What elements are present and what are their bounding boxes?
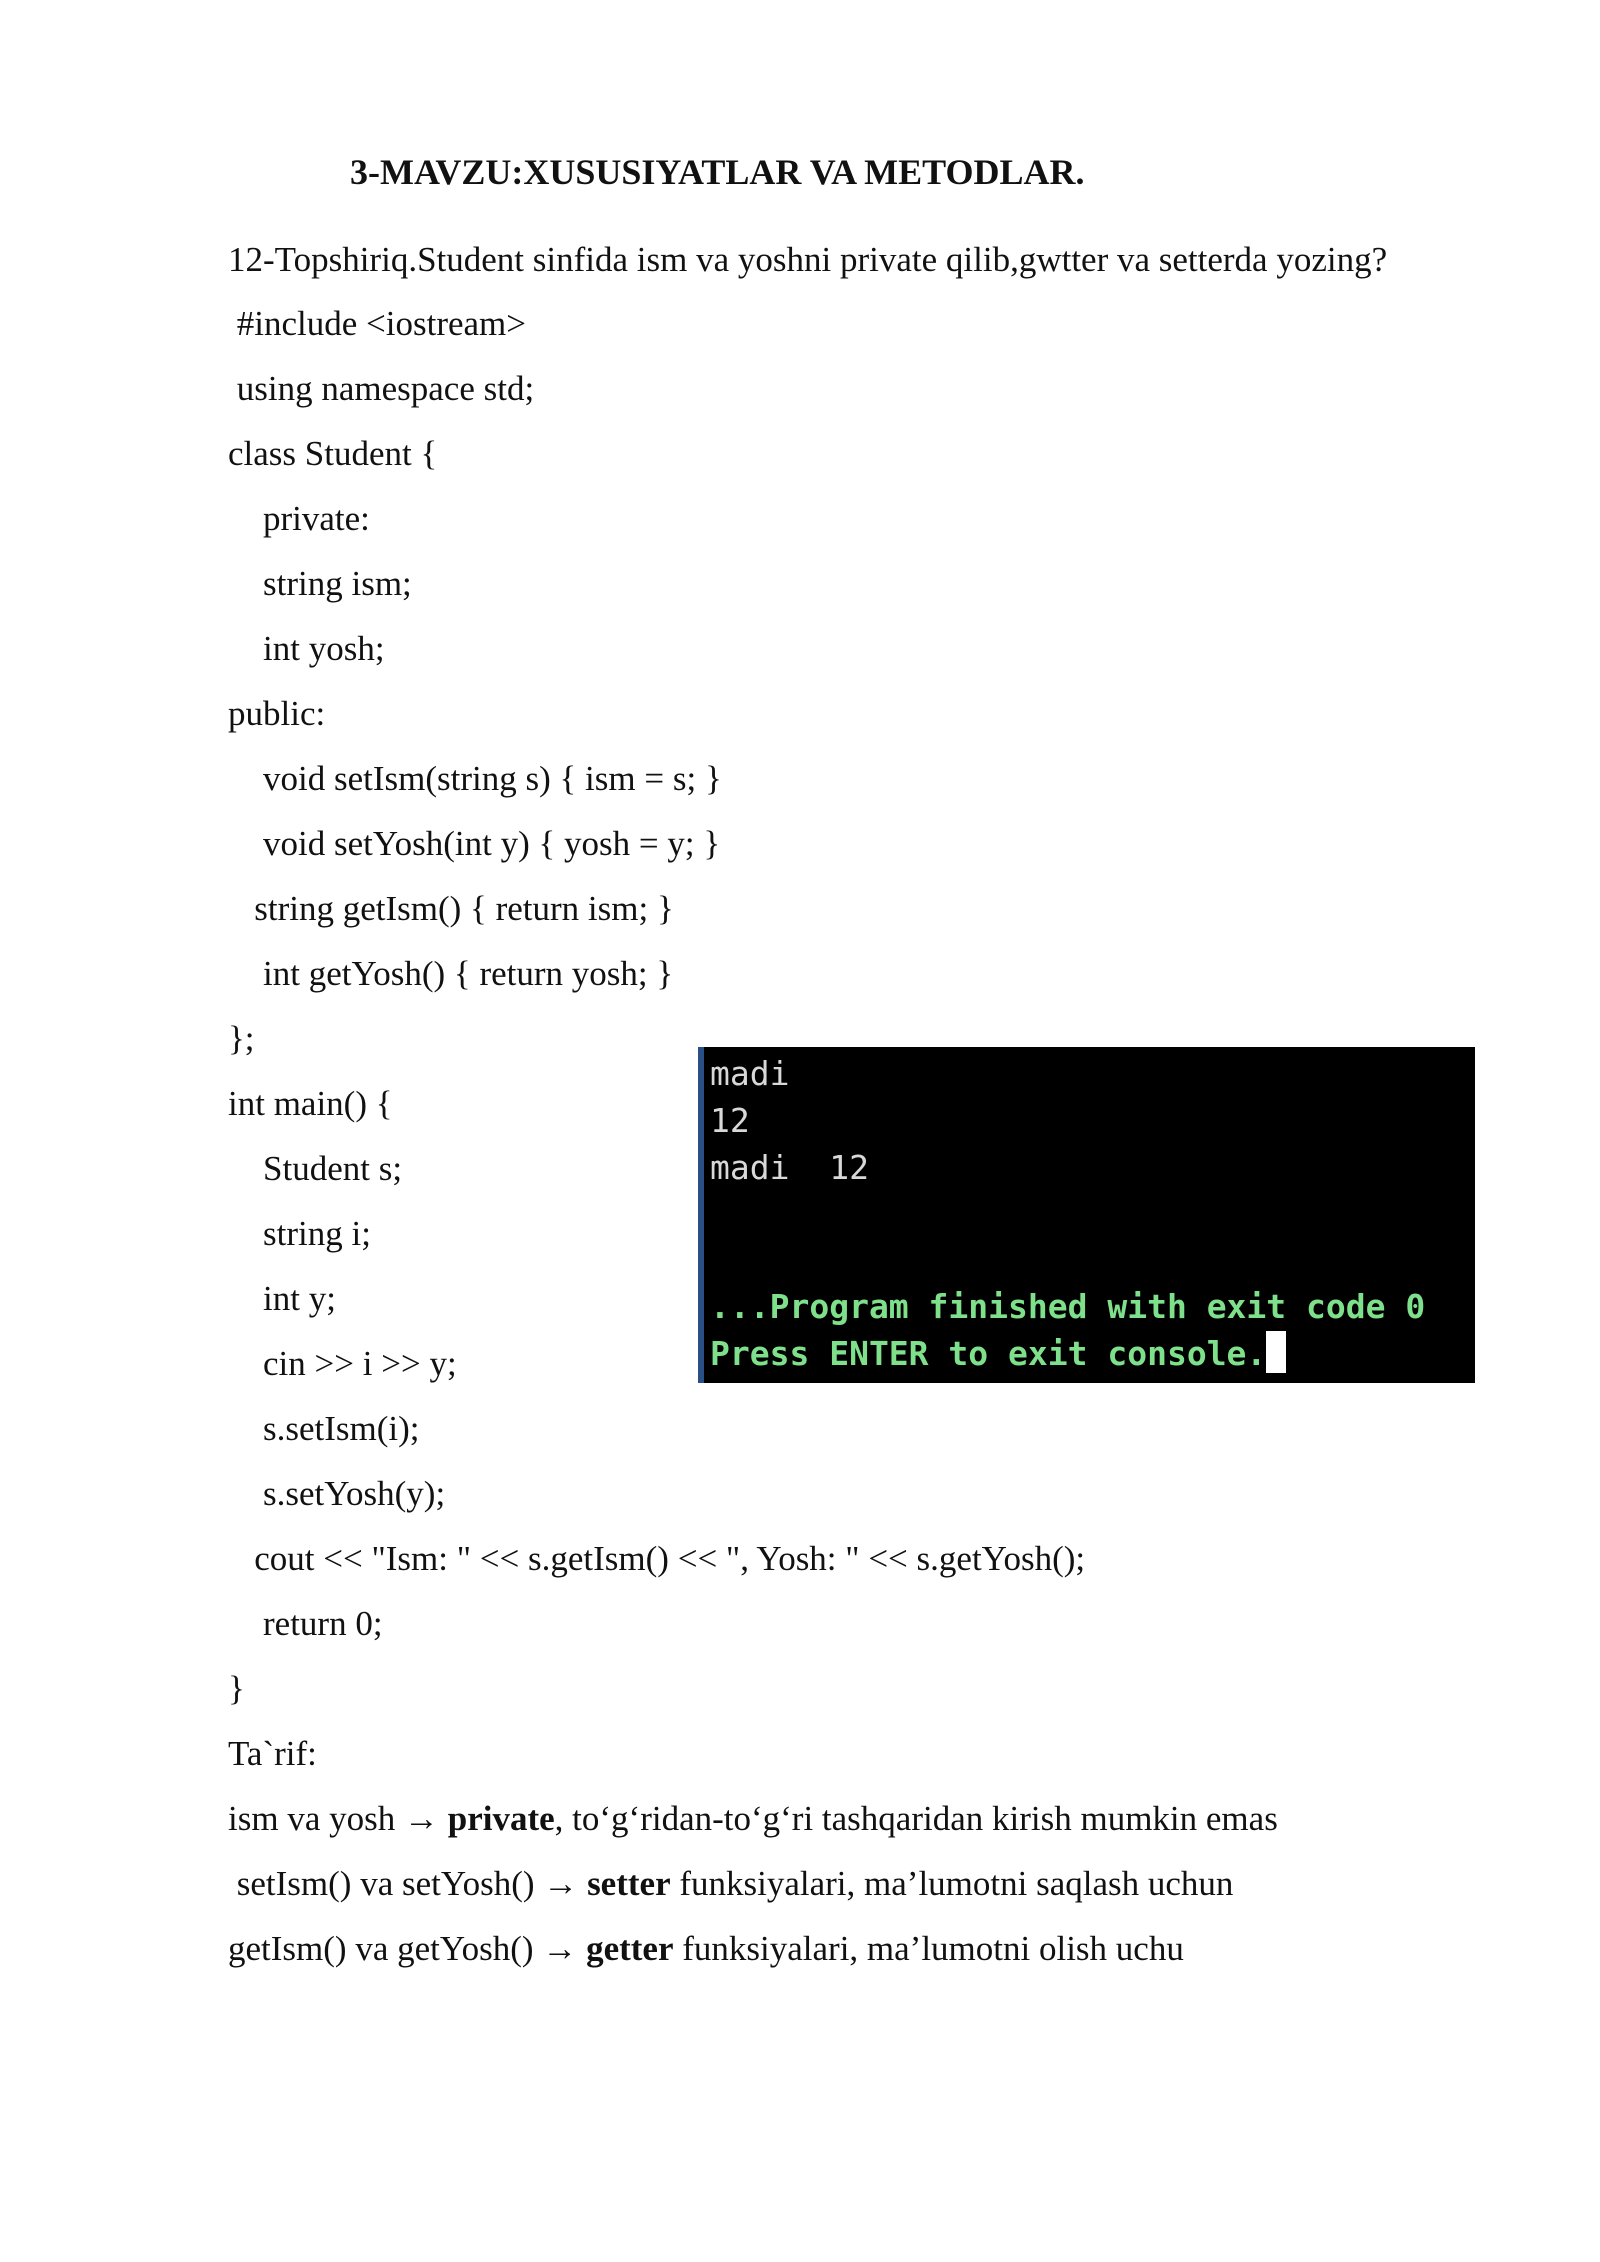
code-line: string ism; [228, 564, 412, 603]
code-line: void setIsm(string s) { ism = s; } [228, 759, 722, 798]
page-title: 3-MAVZU:XUSUSIYATLAR VA METODLAR. [350, 152, 1085, 192]
console-line: madi [710, 1054, 790, 1093]
definition-item-subject: ism va yosh → [228, 1799, 448, 1838]
code-line: } [228, 1669, 245, 1708]
code-line: using namespace std; [228, 369, 535, 408]
definition-item [228, 1797, 1278, 1841]
console-line: 12 [710, 1101, 750, 1140]
code-line: return 0; [228, 1604, 383, 1643]
code-line: string i; [228, 1214, 371, 1253]
code-line: #include <iostream> [228, 304, 527, 343]
console-line: madi 12 [710, 1148, 869, 1187]
code-line: int getYosh() { return yosh; } [228, 954, 674, 993]
code-line: Student s; [228, 1149, 403, 1188]
definition-item-description: funksiyalari, ma’lumotni olish uchu [673, 1929, 1184, 1968]
task-text: 12-Topshiriq.Student sinfida ism va yoshni private qilib,gwtter va setterda yozing? [228, 240, 1388, 279]
code-line: }; [228, 1019, 255, 1058]
code-line: int main() { [228, 1084, 393, 1123]
definition-item [228, 1927, 1184, 1971]
code-line: int y; [228, 1279, 336, 1318]
definition-item-subject: getIsm() va getYosh() → [228, 1929, 587, 1968]
code-line: cout << "Ism: " << s.getIsm() << ", Yosh: " << s.getYosh(); [228, 1539, 1086, 1578]
code-line: public: [228, 694, 326, 733]
definition-item-keyword: setter [587, 1864, 671, 1903]
console-press-enter-text: Press ENTER to exit console. [710, 1334, 1267, 1373]
code-line: private: [228, 499, 370, 538]
definition-item-keyword: private [447, 1799, 555, 1838]
console-press-enter [710, 1331, 1286, 1377]
code-line: string getIsm() { return ism; } [228, 889, 674, 928]
definition-item-description: , to‘g‘ridan-to‘g‘ri tashqaridan kirish mumkin emas [554, 1799, 1278, 1838]
code-line: class Student { [228, 434, 438, 473]
code-line: s.setIsm(i); [228, 1409, 420, 1448]
definition-item-keyword: getter [586, 1929, 674, 1968]
code-line: s.setYosh(y); [228, 1474, 446, 1513]
code-line: void setYosh(int y) { yosh = y; } [228, 824, 721, 863]
console-output-screenshot [698, 1047, 1475, 1383]
definition-item [228, 1862, 1233, 1906]
definition-heading: Ta`rif: [228, 1734, 317, 1773]
definition-item-description: funksiyalari, ma’lumotni saqlash uchun [670, 1864, 1234, 1903]
definition-item-subject: setIsm() va setYosh() → [228, 1864, 588, 1903]
code-line: int yosh; [228, 629, 385, 668]
console-exit-message: ...Program finished with exit code 0 [710, 1287, 1426, 1326]
code-line: cin >> i >> y; [228, 1344, 457, 1383]
console-cursor [1266, 1331, 1286, 1373]
